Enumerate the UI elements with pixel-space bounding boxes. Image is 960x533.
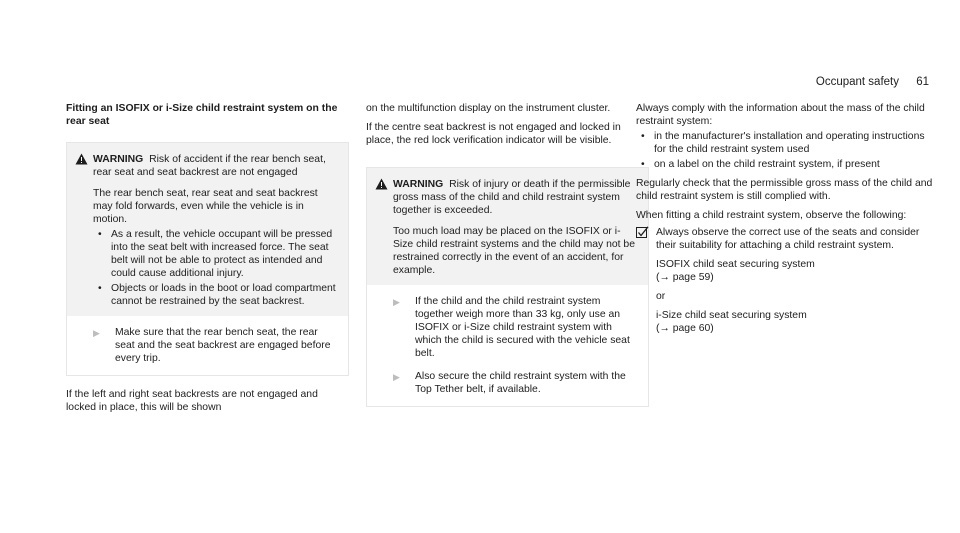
warning-box-2 [366, 167, 649, 407]
warning-text: Risk of accident if the rear bench seat, rear seat and seat backrest are not engaged [93, 154, 326, 178]
column-1 [66, 102, 349, 414]
step-text: Also secure the child restraint system with the Top Tether belt, if available. [415, 371, 626, 395]
paragraph: on the multifunction display on the instrument cluster. [366, 103, 611, 114]
page-reference-link[interactable]: (→ page 60) [656, 323, 714, 334]
paragraph: Regularly check that the permissible gross mass of the child and child restraint system is still complied with. [636, 178, 933, 202]
instruction-step [367, 285, 648, 370]
bullet-list [636, 130, 936, 171]
warning-bullet-list [93, 228, 340, 308]
paragraph: If the centre seat backrest is not engaged and locked in place, the red lock verification indicator will be visible. [366, 122, 621, 146]
arrow-right-icon: ▶ [393, 297, 400, 307]
or-text: or [656, 291, 666, 302]
reference-title: ISOFIX child seat securing system [656, 259, 815, 270]
arrow-right-icon: ▶ [93, 328, 100, 338]
warning-box-1 [66, 142, 349, 376]
warning-text: Risk of injury or death if the permissible gross mass of the child and child restraint system together is exceeded. [393, 179, 631, 216]
warning-label: WARNING [393, 179, 444, 190]
warning-label: WARNING [93, 154, 144, 165]
list-item: • Objects or loads in the boot or load compartment cannot be restrained by the seat backrest. [93, 282, 340, 308]
reference-title: i-Size child seat securing system [656, 310, 807, 321]
instruction-step [367, 370, 648, 406]
paragraph: If the left and right seat backrests are not engaged and locked in place, this will be shown [66, 389, 318, 413]
paragraph: Always comply with the information about the mass of the child restraint system: [636, 103, 925, 127]
warning-triangle-icon [75, 153, 93, 179]
section-heading: Fitting an ISOFIX or i-Size child restraint system on the rear seat [66, 103, 338, 127]
column-2 [366, 102, 649, 407]
list-item: • in the manufacturer's installation and operating instructions for the child restraint system used [636, 130, 936, 156]
step-text: Make sure that the rear bench seat, the rear seat and the seat backrest are engaged before every trip. [115, 327, 331, 364]
list-item: • As a result, the vehicle occupant will be pressed into the seat belt with increased force. The seat belt will not be able to protect as intended and could cause additional injury. [93, 228, 340, 280]
arrow-right-icon: ▶ [393, 372, 400, 382]
checklist-item [636, 226, 936, 335]
checklist-text: Always observe the correct use of the seats and consider their suitability for attaching a child restraint system. [656, 227, 920, 251]
paragraph: When fitting a child restraint system, observe the following: [636, 210, 907, 221]
warning-triangle-icon [375, 178, 393, 217]
list-item: • on a label on the child restraint system, if present [636, 158, 936, 171]
section-title: Occupant safety [815, 76, 899, 88]
checkbox-checked-icon [636, 226, 656, 335]
warning-body: Too much load may be placed on the ISOFIX or i-Size child restraint systems and the child may not be restrained correctly in the event of an accident, for example. [393, 226, 635, 276]
warning-body: The rear bench seat, rear seat and seat backrest may fold forwards, even while the vehicle is in motion. [93, 188, 318, 225]
column-3 [636, 102, 936, 335]
page-header [816, 76, 929, 89]
step-text: If the child and the child restraint system together weigh more than 33 kg, only use an ISOFIX or i-Size child restraint system with which the child is secured with the vehicle seat belt. [415, 296, 630, 359]
instruction-step [67, 316, 348, 375]
page-reference-link[interactable]: (→ page 59) [656, 272, 714, 283]
page-number: 61 [916, 76, 929, 88]
